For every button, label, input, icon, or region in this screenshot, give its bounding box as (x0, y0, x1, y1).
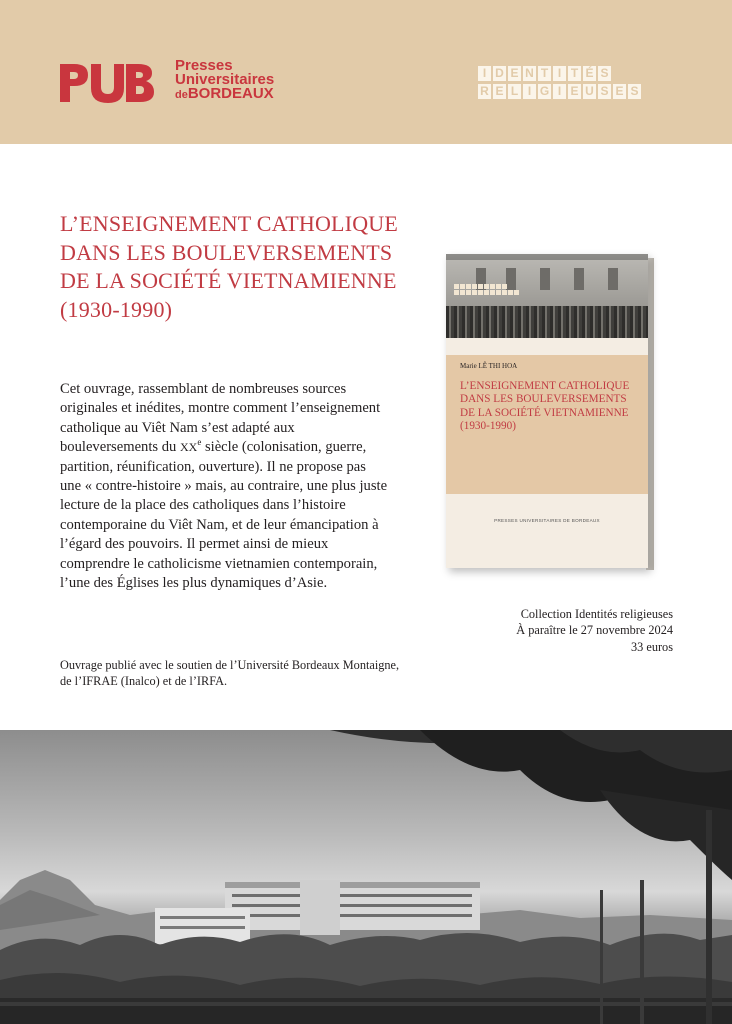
logo-tile: G (539, 84, 550, 98)
book-author: Marie LÊ THI HOA (460, 362, 518, 370)
book-publisher: PRESSES UNIVERSITAIRES DE BORDEAUX (494, 518, 600, 523)
logo-tile: R (478, 84, 491, 99)
price: 33 euros (630, 639, 673, 654)
logo-tile: E (508, 66, 521, 81)
logo-tile: S (628, 84, 641, 99)
century-sup: e (197, 437, 202, 448)
book-description (60, 380, 390, 593)
logo-tile: I (523, 84, 536, 99)
release-date: À paraître le 27 novembre 2024 (516, 623, 673, 638)
book-cover[interactable] (446, 254, 648, 568)
logo-tile: I (553, 84, 566, 99)
logo-tile: T (538, 66, 551, 81)
publisher-logo-text: Presses Universitaires deBORDEAUX (175, 57, 275, 102)
logo-tile: S (598, 84, 611, 99)
book-collection-mark (454, 284, 519, 295)
logo-tile: E (493, 84, 506, 99)
campus-photo (0, 730, 732, 1024)
logo-tile: N (523, 66, 536, 81)
collection-info (516, 606, 673, 655)
logo-tile: E (568, 84, 581, 99)
logo-tile: D (493, 66, 506, 81)
book-cover-photo (446, 254, 648, 338)
collection-logo[interactable] (478, 66, 641, 102)
logo-tile: I (553, 66, 566, 81)
logo-tile: E (613, 84, 626, 99)
logo-tile: T (568, 66, 581, 81)
campus-photo-illustration (0, 730, 732, 1024)
pub-logo-mark (58, 60, 156, 104)
page-title: L’ENSEIGNEMENT CATHOLIQUE DANS LES BOULEVERSEMENTS DE LA SOCIÉTÉ VIETNAMIENNE (1930-1990) (60, 211, 399, 322)
description-part-1: Cet ouvrage, rassemblant de nombreuses sources originales et inédites, montre comment l’enseignement catholique au Viêt Nam s’est adapté aux bouleversements du (60, 381, 381, 456)
logo-tile: S (598, 66, 611, 81)
collection-logo-row-2 (478, 84, 641, 99)
logo-tile: U (583, 84, 596, 99)
support-note: Ouvrage publié avec le soutien de l’Université Bordeaux Montaigne, de l’IFRAE (Inalco) et de l’IRFA. (60, 658, 400, 689)
book-front (446, 254, 648, 568)
description-part-2: siècle (colonisation, guerre, partition, réunification, ouverture). Il ne propose pas une « contre-histoire » mais, au contraire, une plus juste lecture de la place des catholiques dans l’histoire contemporaine du Viêt Nam, et de leur émancipation à l’égard des pouvoirs. Il permet ainsi de mieux comprendre le catholicisme vietnamien contemporain, l’une des Églises les plus dynamiques d’Asie. (60, 439, 388, 592)
book-title: L’ENSEIGNEMENT CATHOLIQUE DANS LES BOULEVERSEMENTS DE LA SOCIÉTÉ VIETNAMIENNE (1930-1990) (460, 380, 630, 432)
century: XX (179, 440, 198, 455)
collection-logo-row-1 (478, 66, 641, 81)
header-band (0, 0, 732, 144)
collection-name: Collection Identités religieuses (520, 607, 673, 621)
logo-tile: I (478, 66, 491, 81)
logo-tile: L (508, 84, 521, 99)
logo-tile: É (583, 66, 596, 81)
